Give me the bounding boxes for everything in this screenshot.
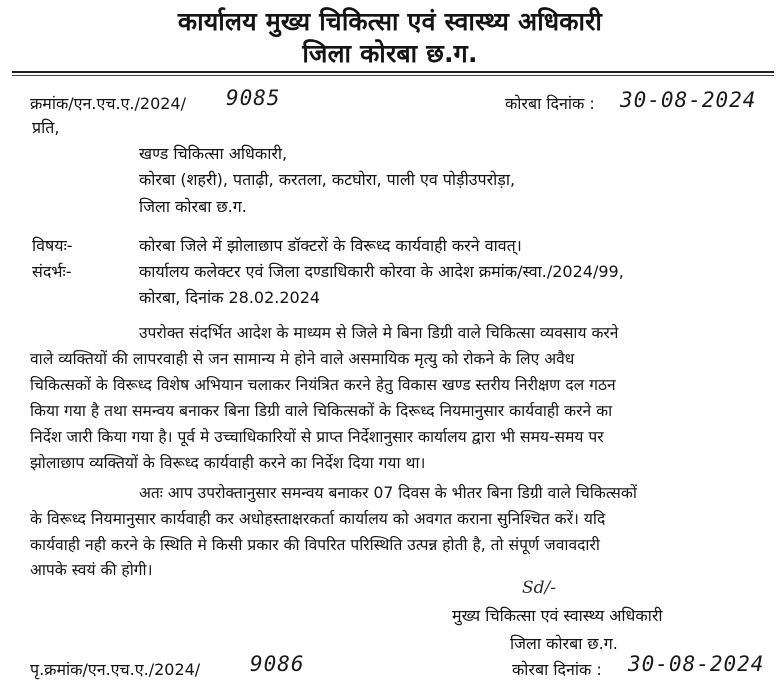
signature-district: जिला कोरबा छ.ग. xyxy=(510,634,618,653)
subject-label: विषयः- xyxy=(32,236,73,255)
reference-number: 9085 xyxy=(226,86,281,110)
subject-text: कोरबा जिले में झोलाछाप डॉक्टरों के विरूध्द कार्यवाही करने वावत्। xyxy=(139,236,522,255)
para2-line-1: अतः आप उपरोक्तानुसार समन्वय बनाकर 07 दिवस के भीतर बिना डिग्री वाले चिकित्सकों xyxy=(139,484,637,502)
sandarbh-label: संदर्भः- xyxy=(32,262,72,281)
header-rule-thin xyxy=(12,75,774,76)
reference-date: 30-08-2024 xyxy=(620,88,757,112)
place-date-label: कोरबा दिनांक : xyxy=(505,94,595,113)
copy-reference-label: पृ.क्रमांक/एन.एच.ए./2024/ xyxy=(30,660,201,679)
signature-mark: Sd/- xyxy=(522,578,556,598)
para1-line-5: निर्देश जारी किया गया है। पूर्व मे उच्चाधिकारियों से प्राप्त निर्देशानुसार कार्यालय द्वारा भी समय-समय पर xyxy=(30,428,604,446)
para2-line-3: कार्यवाही नही करने के स्थिति मे किसी प्रकार की विपरित परिस्थिति उत्पन्न होती है, तो संपूर्ण जवावदारी xyxy=(30,536,600,554)
para1-line-4: किया गया है तथा समन्वय बनाकर बिना डिग्री वाले चिकित्सकों के दिरूध्द नियमानुसार कार्यवाही करने का xyxy=(30,402,613,420)
sandarbh-text-2: कोरबा, दिनांक 28.02.2024 xyxy=(139,288,321,307)
district-title: जिला कोरबा छ.ग. xyxy=(302,39,478,68)
prati-label: प्रति, xyxy=(32,118,60,137)
para2-line-2: के विरूध्द नियमानुसार कार्यवाही कर अधोहस्ताक्षरकर्ता कार्यालय को अवगत कराना सुनिश्चित करें। यदि xyxy=(30,510,606,528)
recipient-line-1: खण्ड चिकित्सा अधिकारी, xyxy=(139,144,288,163)
para1-line-1: उपरोक्त संदर्भित आदेश के माध्यम से जिले मे बिना डिग्री वाले चिकित्सा व्यवसाय करने xyxy=(139,324,619,342)
reference-label: क्रमांक/एन.एच.ए./2024/ xyxy=(30,94,187,113)
office-title: कार्यालय मुख्य चिकित्सा एवं स्वास्थ्य अधिकारी xyxy=(177,7,603,36)
para1-line-3: चिकित्सकों के विरूध्द विशेष अभियान चलाकर नियंत्रित करने हेतु विकास खण्ड स्तरीय निरीक्षण दल गठन xyxy=(30,376,616,394)
para1-line-2: वाले व्यक्तियों की लापरवाही से जन सामान्य मे होने वाले असमायिक मृत्यु को रोकने के लिए अवैध xyxy=(30,350,575,368)
signature-designation: मुख्य चिकित्सा एवं स्वास्थ्य अधिकारी xyxy=(452,606,663,625)
signature-place-date-label: कोरबा दिनांक : xyxy=(512,660,602,679)
sandarbh-text-1: कार्यालय कलेक्टर एवं जिला दण्डाधिकारी कोरवा के आदेश क्रमांक/स्वा./2024/99, xyxy=(139,262,624,281)
recipient-line-3: जिला कोरबा छ.ग. xyxy=(139,197,247,216)
recipient-line-2: कोरबा (शहरी), पताढ़ी, करतला, कटघोरा, पाली एव पोड़ीउपरोड़ा, xyxy=(139,170,516,189)
para2-line-4: आपके स्वयं की होगी। xyxy=(30,561,153,579)
copy-reference-number: 9086 xyxy=(250,652,305,676)
para1-line-6: झोलाछाप व्यक्तियों के विरूध्द कार्यवाही करने का निर्देश दिया गया था। xyxy=(30,454,426,472)
header-rule xyxy=(12,71,774,73)
signature-date: 30-08-2024 xyxy=(628,652,765,676)
